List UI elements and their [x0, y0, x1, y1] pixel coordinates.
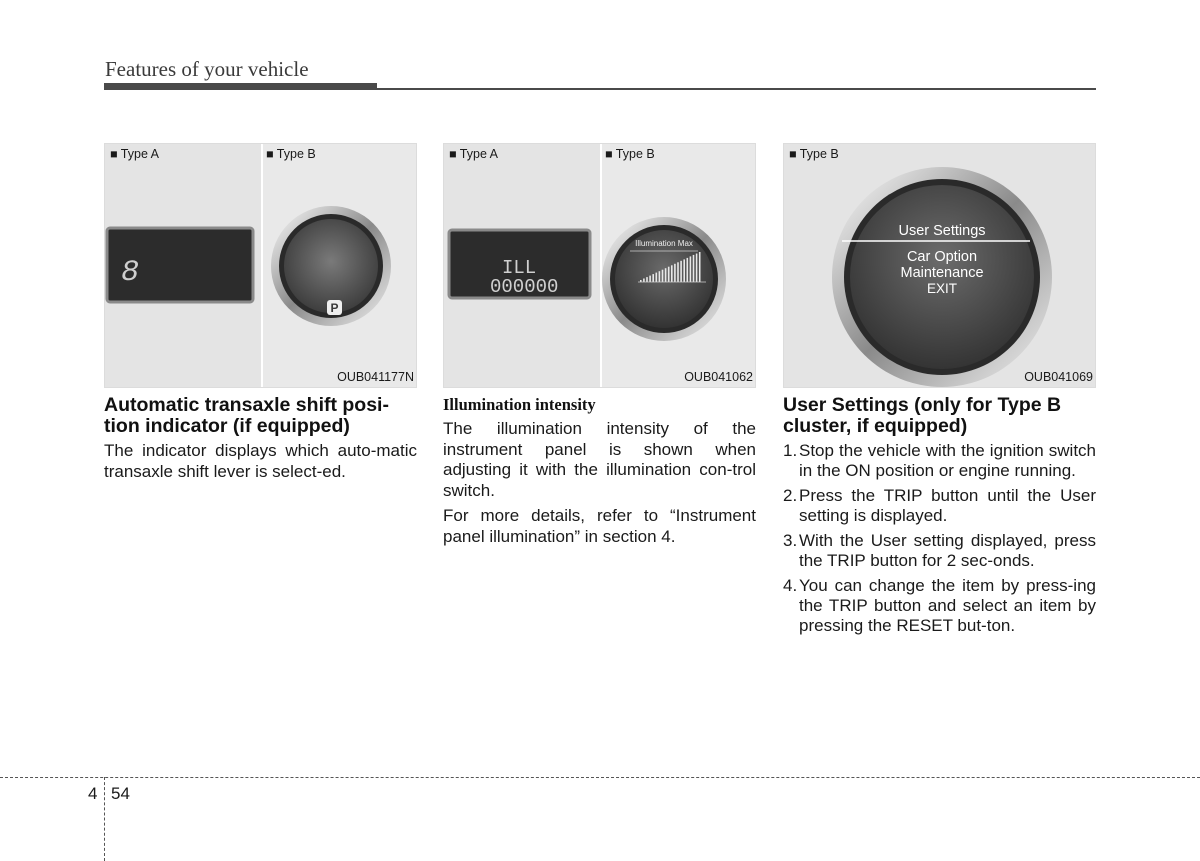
level-bar	[646, 277, 648, 282]
type-b-label: ■ Type B	[605, 147, 655, 161]
gauge-face-type-b	[284, 219, 378, 313]
section-shift-indicator	[104, 395, 417, 482]
gauge-title: Illumination Max	[635, 239, 693, 248]
header-rule	[104, 88, 1096, 90]
type-b-label: ■ Type B	[266, 147, 316, 161]
level-bar	[683, 259, 685, 282]
level-bar	[665, 268, 667, 282]
step-item	[783, 576, 1096, 636]
level-bar	[696, 254, 698, 283]
running-header: Features of your vehicle	[105, 57, 309, 81]
level-bar	[699, 252, 701, 282]
level-bar	[668, 267, 670, 282]
section-user-settings	[783, 395, 1096, 641]
figure-divider	[600, 144, 602, 387]
step-text: With the User setting displayed, press the TRIP button for 2 sec-onds.	[799, 531, 1096, 570]
menu-item-maintenance: Maintenance	[900, 265, 984, 281]
section-heading: Illumination intensity	[443, 395, 596, 414]
figure-code: OUB041177N	[337, 370, 414, 384]
level-bar	[662, 270, 664, 282]
step-item	[783, 531, 1096, 571]
level-bar	[674, 264, 676, 282]
step-number: 4.	[783, 576, 798, 595]
section-paragraph: The indicator displays which auto-matic transaxle shift lever is select-ed.	[104, 441, 417, 481]
level-bar	[671, 265, 673, 282]
figure-shift-indicator	[104, 143, 417, 388]
menu-item-user-settings: User Settings	[898, 223, 986, 239]
chapter-number: 4	[88, 784, 98, 803]
step-item	[783, 441, 1096, 481]
figure-code: OUB041062	[684, 370, 753, 384]
step-number: 3.	[783, 531, 798, 550]
level-bar	[693, 255, 695, 282]
level-bar	[652, 274, 654, 282]
section-heading: Automatic transaxle shift posi-tion indicator (if equipped)	[104, 394, 389, 437]
menu-item-exit: EXIT	[926, 281, 958, 296]
lcd-line-2: 000000	[490, 276, 559, 298]
page-number: 54	[111, 784, 130, 803]
menu-item-car-option: Car Option	[906, 249, 978, 265]
step-item	[783, 486, 1096, 526]
step-text: Stop the vehicle with the ignition switch in the ON position or engine running.	[799, 441, 1096, 480]
figure-divider	[261, 144, 263, 387]
footer-rule	[0, 777, 1200, 778]
user-settings-illustration	[784, 144, 1096, 388]
level-bar	[656, 273, 658, 282]
section-heading: User Settings (only for Type B cluster, if equipped)	[783, 394, 1062, 437]
step-text: You can change the item by press-ing the TRIP button and select an item by pressing the RESET but-ton.	[799, 576, 1096, 635]
type-a-label: ■ Type A	[449, 147, 499, 161]
digit-glyph: 8	[121, 256, 140, 290]
type-a-label: ■ Type A	[110, 147, 160, 161]
level-bar	[687, 258, 689, 282]
step-number: 1.	[783, 441, 798, 460]
level-bar	[643, 279, 645, 283]
level-bar	[677, 262, 679, 282]
section-illumination	[443, 395, 756, 547]
type-b-label: ■ Type B	[789, 147, 839, 161]
level-bar	[680, 261, 682, 282]
level-bar	[649, 276, 651, 282]
section-paragraph: For more details, refer to “Instrument panel illumination” in section 4.	[443, 506, 756, 546]
level-bar	[659, 271, 661, 282]
step-text: Press the TRIP button until the User setting is displayed.	[799, 486, 1096, 525]
lcd-line-1: ILL	[502, 257, 537, 279]
gear-indicator-letter: P	[330, 301, 339, 315]
figure-illumination	[443, 143, 756, 388]
figure-code: OUB041069	[1024, 370, 1093, 384]
step-number: 2.	[783, 486, 798, 505]
steps-list	[783, 441, 1096, 636]
figure-user-settings	[783, 143, 1096, 388]
level-bar	[690, 256, 692, 282]
section-paragraph: The illumination intensity of the instrument panel is shown when adjusting it with the illumination con-trol switch.	[443, 419, 756, 500]
footer-divider	[104, 777, 105, 861]
